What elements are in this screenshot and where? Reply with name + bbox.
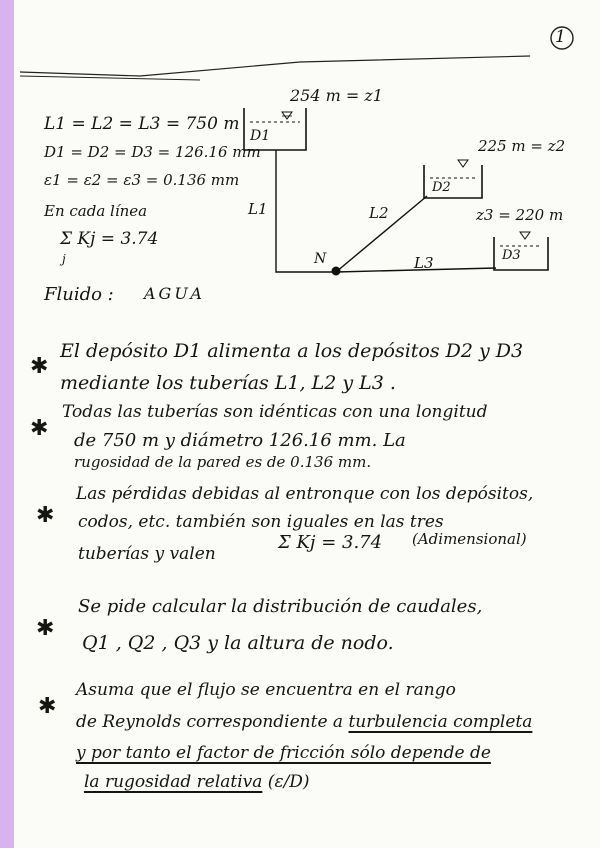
bullet-1: ✱: [30, 354, 49, 379]
note5-line2-text: de Reynolds correspondiente a: [76, 712, 349, 732]
minor-losses-text: Σ Kj = 3.74: [60, 229, 159, 249]
z3-label: z3 = 220 m: [476, 206, 564, 224]
note5-ratio: (ε/D): [262, 772, 310, 792]
note1-line1: El depósito D1 alimenta a los depósitos D2 y D3: [60, 340, 524, 362]
z1-label: 254 m = z1: [290, 86, 383, 105]
d1-label: D1: [250, 128, 271, 144]
l1-label: L1: [248, 200, 268, 218]
d3-label: D3: [502, 248, 521, 263]
bullet-4: ✱: [36, 616, 55, 641]
note3-line3: tuberías y valen: [78, 544, 216, 564]
note2-line3: rugosidad de la pared es de 0.136 mm.: [74, 453, 372, 471]
note3-line2: codos, etc. también son iguales en las tres: [78, 512, 444, 532]
note5-line4: [84, 772, 310, 792]
node-n: [332, 267, 341, 276]
z2-label: 225 m = z2: [478, 137, 566, 155]
lengths-text: L1 = L2 = L3 = 750 m: [44, 114, 240, 134]
note2-line2: de 750 m y diámetro 126.16 mm. La: [74, 430, 406, 451]
fluid-label: Fluido :: [44, 284, 114, 305]
page-number: 1: [555, 27, 566, 47]
note4-line1: Se pide calcular la distribución de caudales,: [78, 596, 483, 617]
l2-label: L2: [369, 204, 389, 222]
note5-emphasis: turbulencia completa: [348, 712, 533, 732]
note3-unit: (Adimensional): [412, 530, 527, 548]
note1-line2: mediante los tuberías L1, L2 y L3 .: [60, 372, 396, 394]
l3-label: L3: [414, 254, 434, 272]
note2-line1: Todas las tuberías son idénticas con una longitud: [62, 402, 488, 422]
fluid-value: AGUA: [144, 284, 205, 303]
note3-sum: Σ Kj = 3.74: [278, 532, 383, 553]
note5-line2: [76, 712, 532, 732]
sum-index: j: [62, 252, 66, 266]
bullet-3: ✱: [36, 503, 55, 528]
pipe-l1: [276, 150, 336, 272]
bullet-5: ✱: [38, 694, 57, 719]
each-line-text: En cada línea: [44, 202, 148, 220]
d2-label: D2: [432, 180, 451, 195]
note5-line4-text: la rugosidad relativa: [84, 772, 263, 792]
diameters-text: D1 = D2 = D3 = 126.16 mm: [44, 143, 261, 161]
note4-line2: Q1 , Q2 , Q3 y la altura de nodo.: [82, 632, 394, 654]
note3-line1: Las pérdidas debidas al entronque con los depósitos,: [76, 484, 534, 504]
roughness-text: ε1 = ε2 = ε3 = 0.136 mm: [44, 171, 240, 189]
note5-line1: Asuma que el flujo se encuentra en el rango: [76, 680, 456, 700]
node-label: N: [314, 251, 327, 267]
note5-line3: y por tanto el factor de fricción sólo depende de: [76, 743, 491, 763]
bullet-2: ✱: [30, 416, 49, 441]
